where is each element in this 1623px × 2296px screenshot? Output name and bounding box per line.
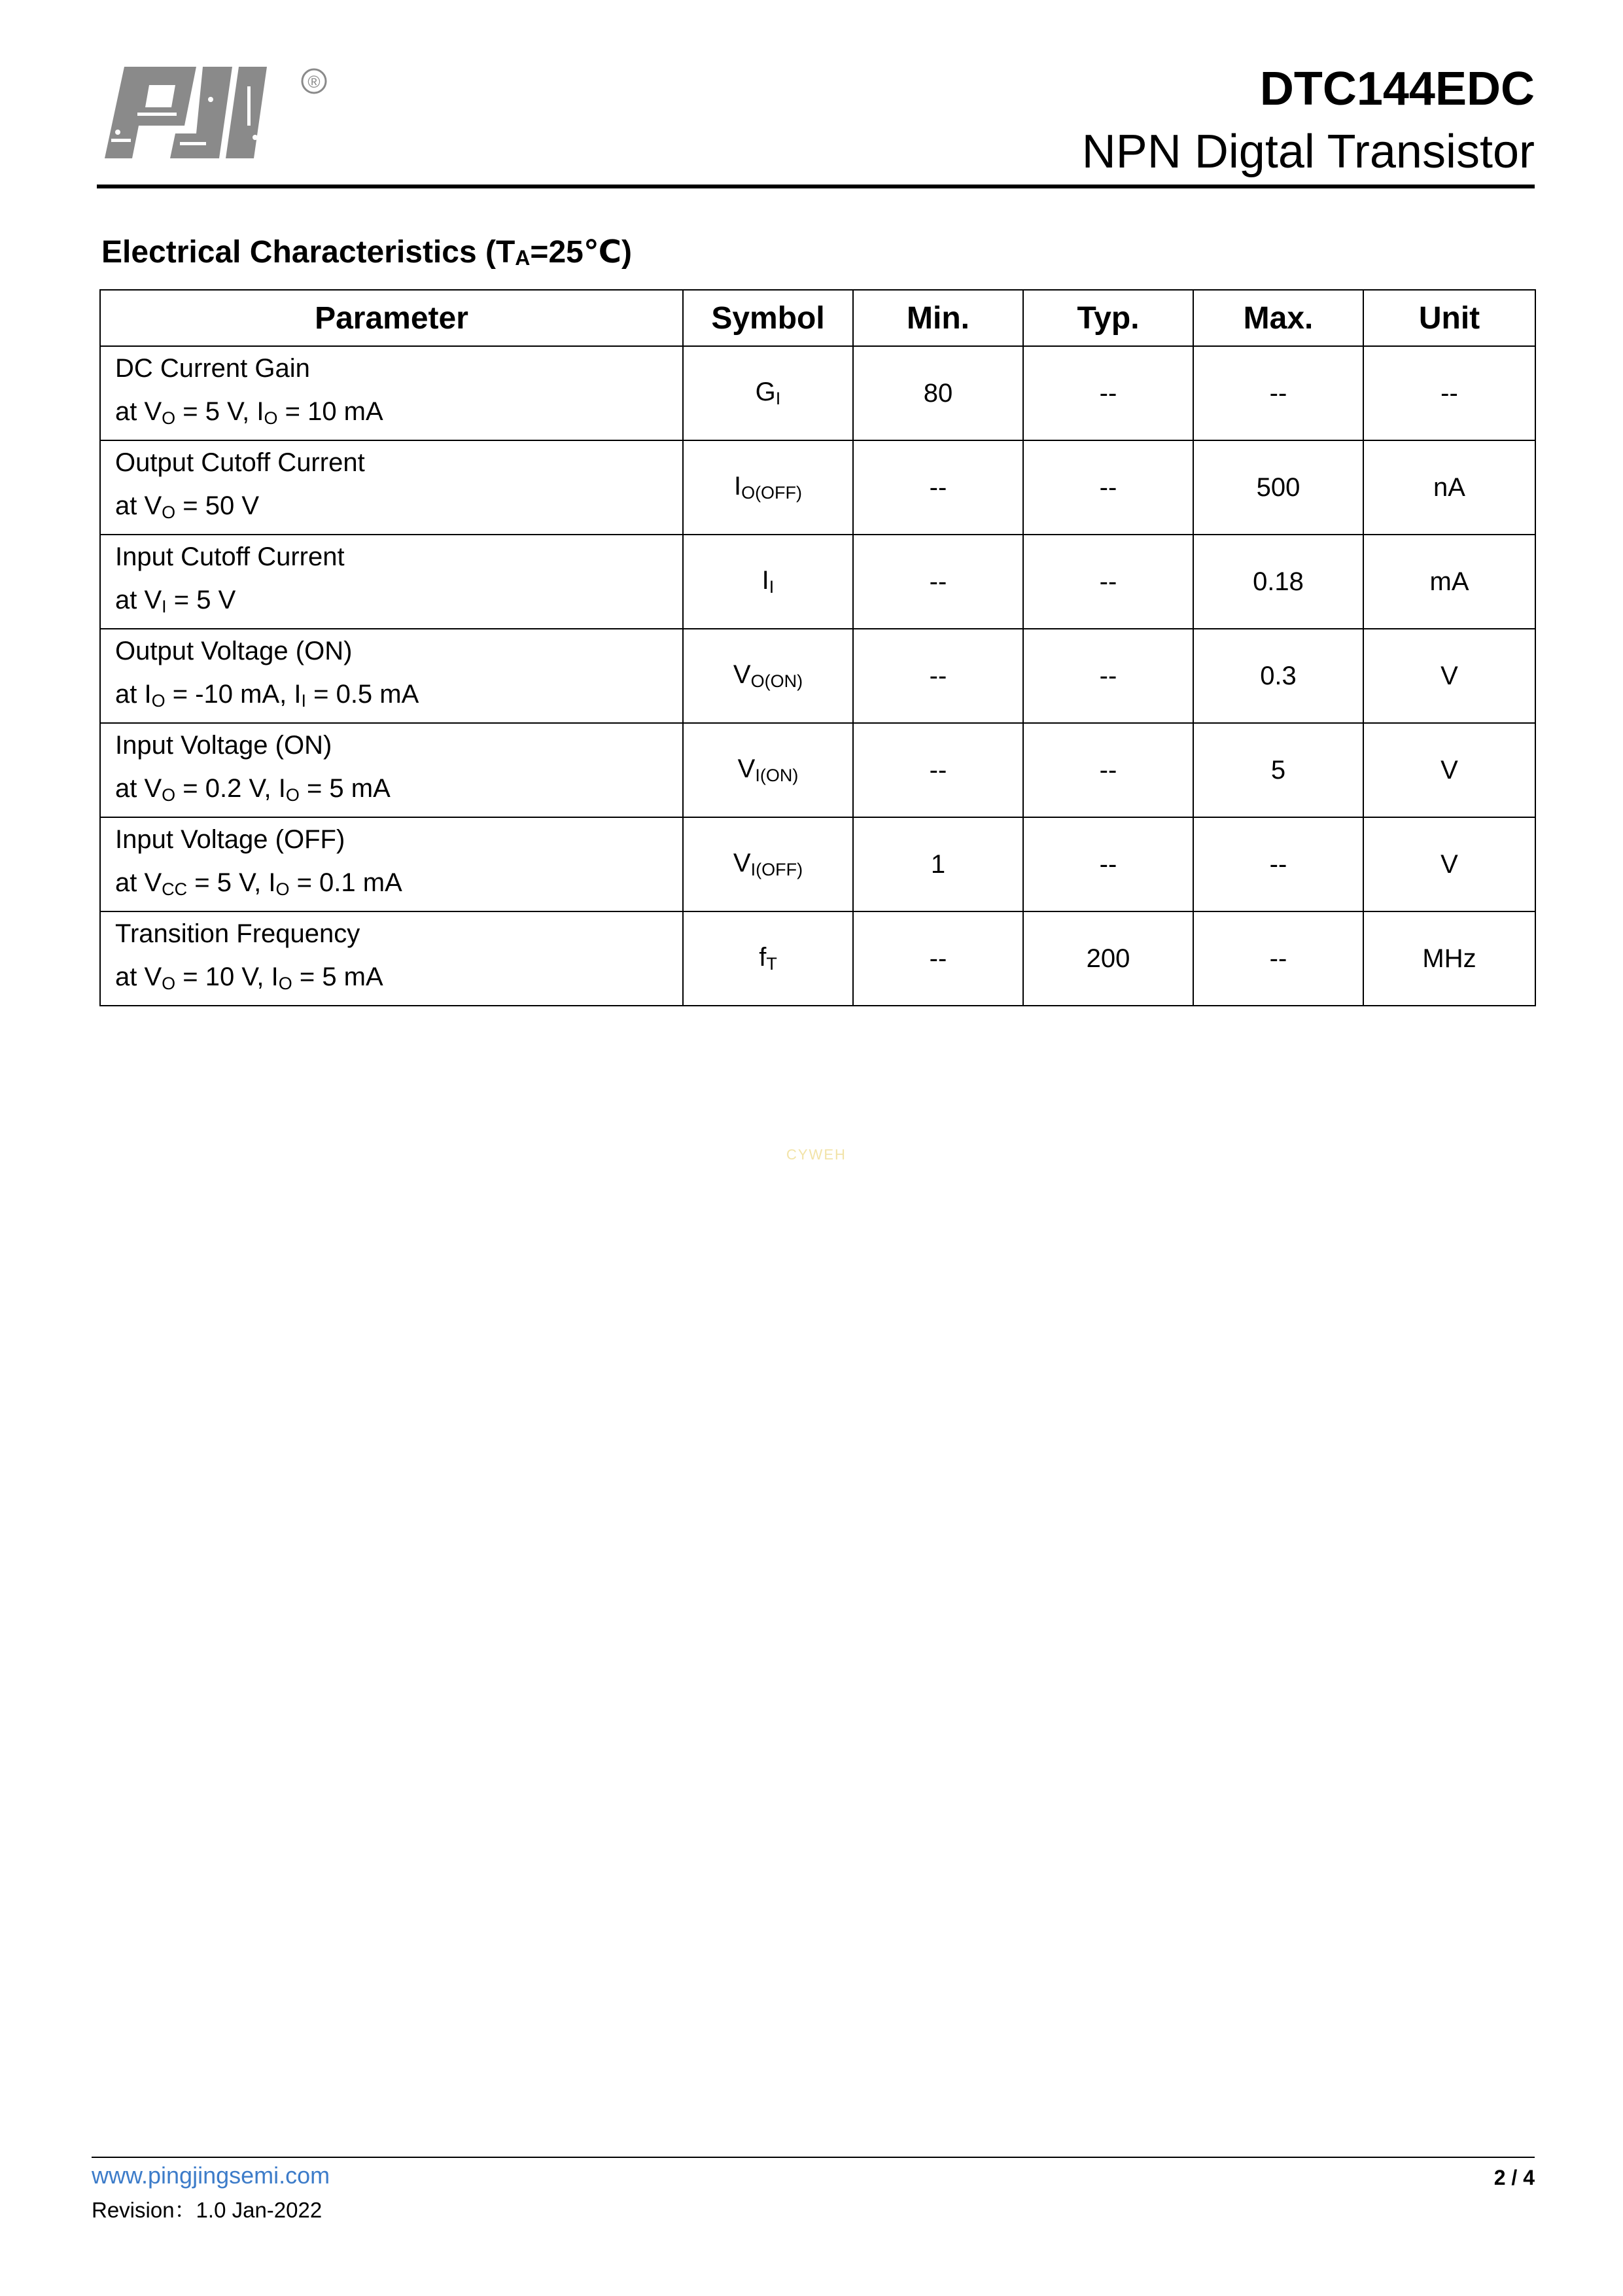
watermark: CYWEH [786,1146,846,1163]
symbol-cell: $f_T$ [683,911,853,1006]
typ-cell: -- [1023,817,1193,911]
min-cell: 1 [853,817,1023,911]
symbol-cell: $I_{O(OFF)}$ [683,440,853,535]
table-body [100,346,1535,1006]
parameter-condition: at $V_O = 10$ V, $I_O = 5$ mA [115,963,383,993]
max-cell: -- [1193,346,1363,440]
page-number: 2 / 4 [1493,2166,1535,2189]
max-cell: 0.3 [1193,629,1363,723]
min-cell: -- [853,535,1023,629]
symbol-cell: $V_{I(ON)}$ [683,723,853,817]
pjsemi-logo-icon [98,60,334,181]
parameter-condition: at $V_O = 50$ V [115,491,260,522]
min-cell: 80 [853,346,1023,440]
parameter-name: DC Current Gain [115,354,310,383]
symbol-cell: $G_I$ [683,346,853,440]
max-cell: 0.18 [1193,535,1363,629]
parameter-condition: at $V_I = 5$ V [115,586,236,616]
max-cell: 5 [1193,723,1363,817]
parameter-cell [100,346,683,440]
parameter-cell [100,535,683,629]
parameter-condition: at $V_{CC} = 5$ V, $I_O = 0.1$ mA [115,868,402,899]
table-row [100,629,1535,723]
min-cell: -- [853,629,1023,723]
typ-cell: -- [1023,629,1193,723]
table-row [100,346,1535,440]
parameter-name: Input Voltage (ON) [115,731,332,760]
symbol-cell: $I_I$ [683,535,853,629]
typ-cell: -- [1023,535,1193,629]
unit-cell: nA [1363,440,1535,535]
footer-divider [92,2157,1535,2158]
unit-cell: V [1363,723,1535,817]
max-cell: -- [1193,817,1363,911]
parameter-name: Input Cutoff Current [115,542,345,571]
table-row [100,911,1535,1006]
electrical-characteristics-table [99,289,1536,1006]
parameter-name: Output Voltage (ON) [115,637,353,665]
table-row [100,440,1535,535]
typ-cell: -- [1023,723,1193,817]
unit-cell: V [1363,629,1535,723]
parameter-cell [100,440,683,535]
max-cell: -- [1193,911,1363,1006]
parameter-condition: at $I_O = -10$ mA, $I_I = 0.5$ mA [115,680,419,711]
unit-cell: -- [1363,346,1535,440]
header-parameter: Parameter [100,290,683,346]
header-divider [97,185,1535,188]
max-cell: 500 [1193,440,1363,535]
header-typ: Typ. [1023,290,1193,346]
parameter-condition: at $V_O = 5$ V, $I_O = 10$ mA [115,397,383,428]
unit-cell: MHz [1363,911,1535,1006]
symbol-cell: $V_{I(OFF)}$ [683,817,853,911]
svg-text:®: ® [307,72,321,92]
parameter-cell [100,629,683,723]
header-max: Max. [1193,290,1363,346]
typ-cell: -- [1023,440,1193,535]
parameter-cell [100,911,683,1006]
typ-cell: -- [1023,346,1193,440]
parameter-name: Output Cutoff Current [115,448,365,477]
typ-cell: 200 [1023,911,1193,1006]
part-description: NPN Digtal Transistor [1081,126,1535,178]
header-unit: Unit [1363,290,1535,346]
footer-website-link[interactable]: www.pingjingsemi.com [92,2162,330,2189]
section-title: Electrical Characteristics $(T_A=25℃)$ [101,235,632,270]
parameter-cell [100,817,683,911]
header-symbol: Symbol [683,290,853,346]
min-cell: -- [853,911,1023,1006]
unit-cell: mA [1363,535,1535,629]
parameter-name: Input Voltage (OFF) [115,825,345,854]
table-row [100,535,1535,629]
min-cell: -- [853,723,1023,817]
table-header-row [100,290,1535,346]
min-cell: -- [853,440,1023,535]
parameter-condition: at $V_O = 0.2$ V, $I_O = 5$ mA [115,774,391,805]
part-number: DTC144EDC [1259,63,1535,115]
symbol-cell: $V_{O(ON)}$ [683,629,853,723]
table-row [100,817,1535,911]
unit-cell: V [1363,817,1535,911]
parameter-cell [100,723,683,817]
header-min: Min. [853,290,1023,346]
parameter-name: Transition Frequency [115,919,360,948]
company-logo [98,60,334,181]
table-row [100,723,1535,817]
footer-revision: Revision：1.0 Jan-2022 [92,2198,323,2222]
